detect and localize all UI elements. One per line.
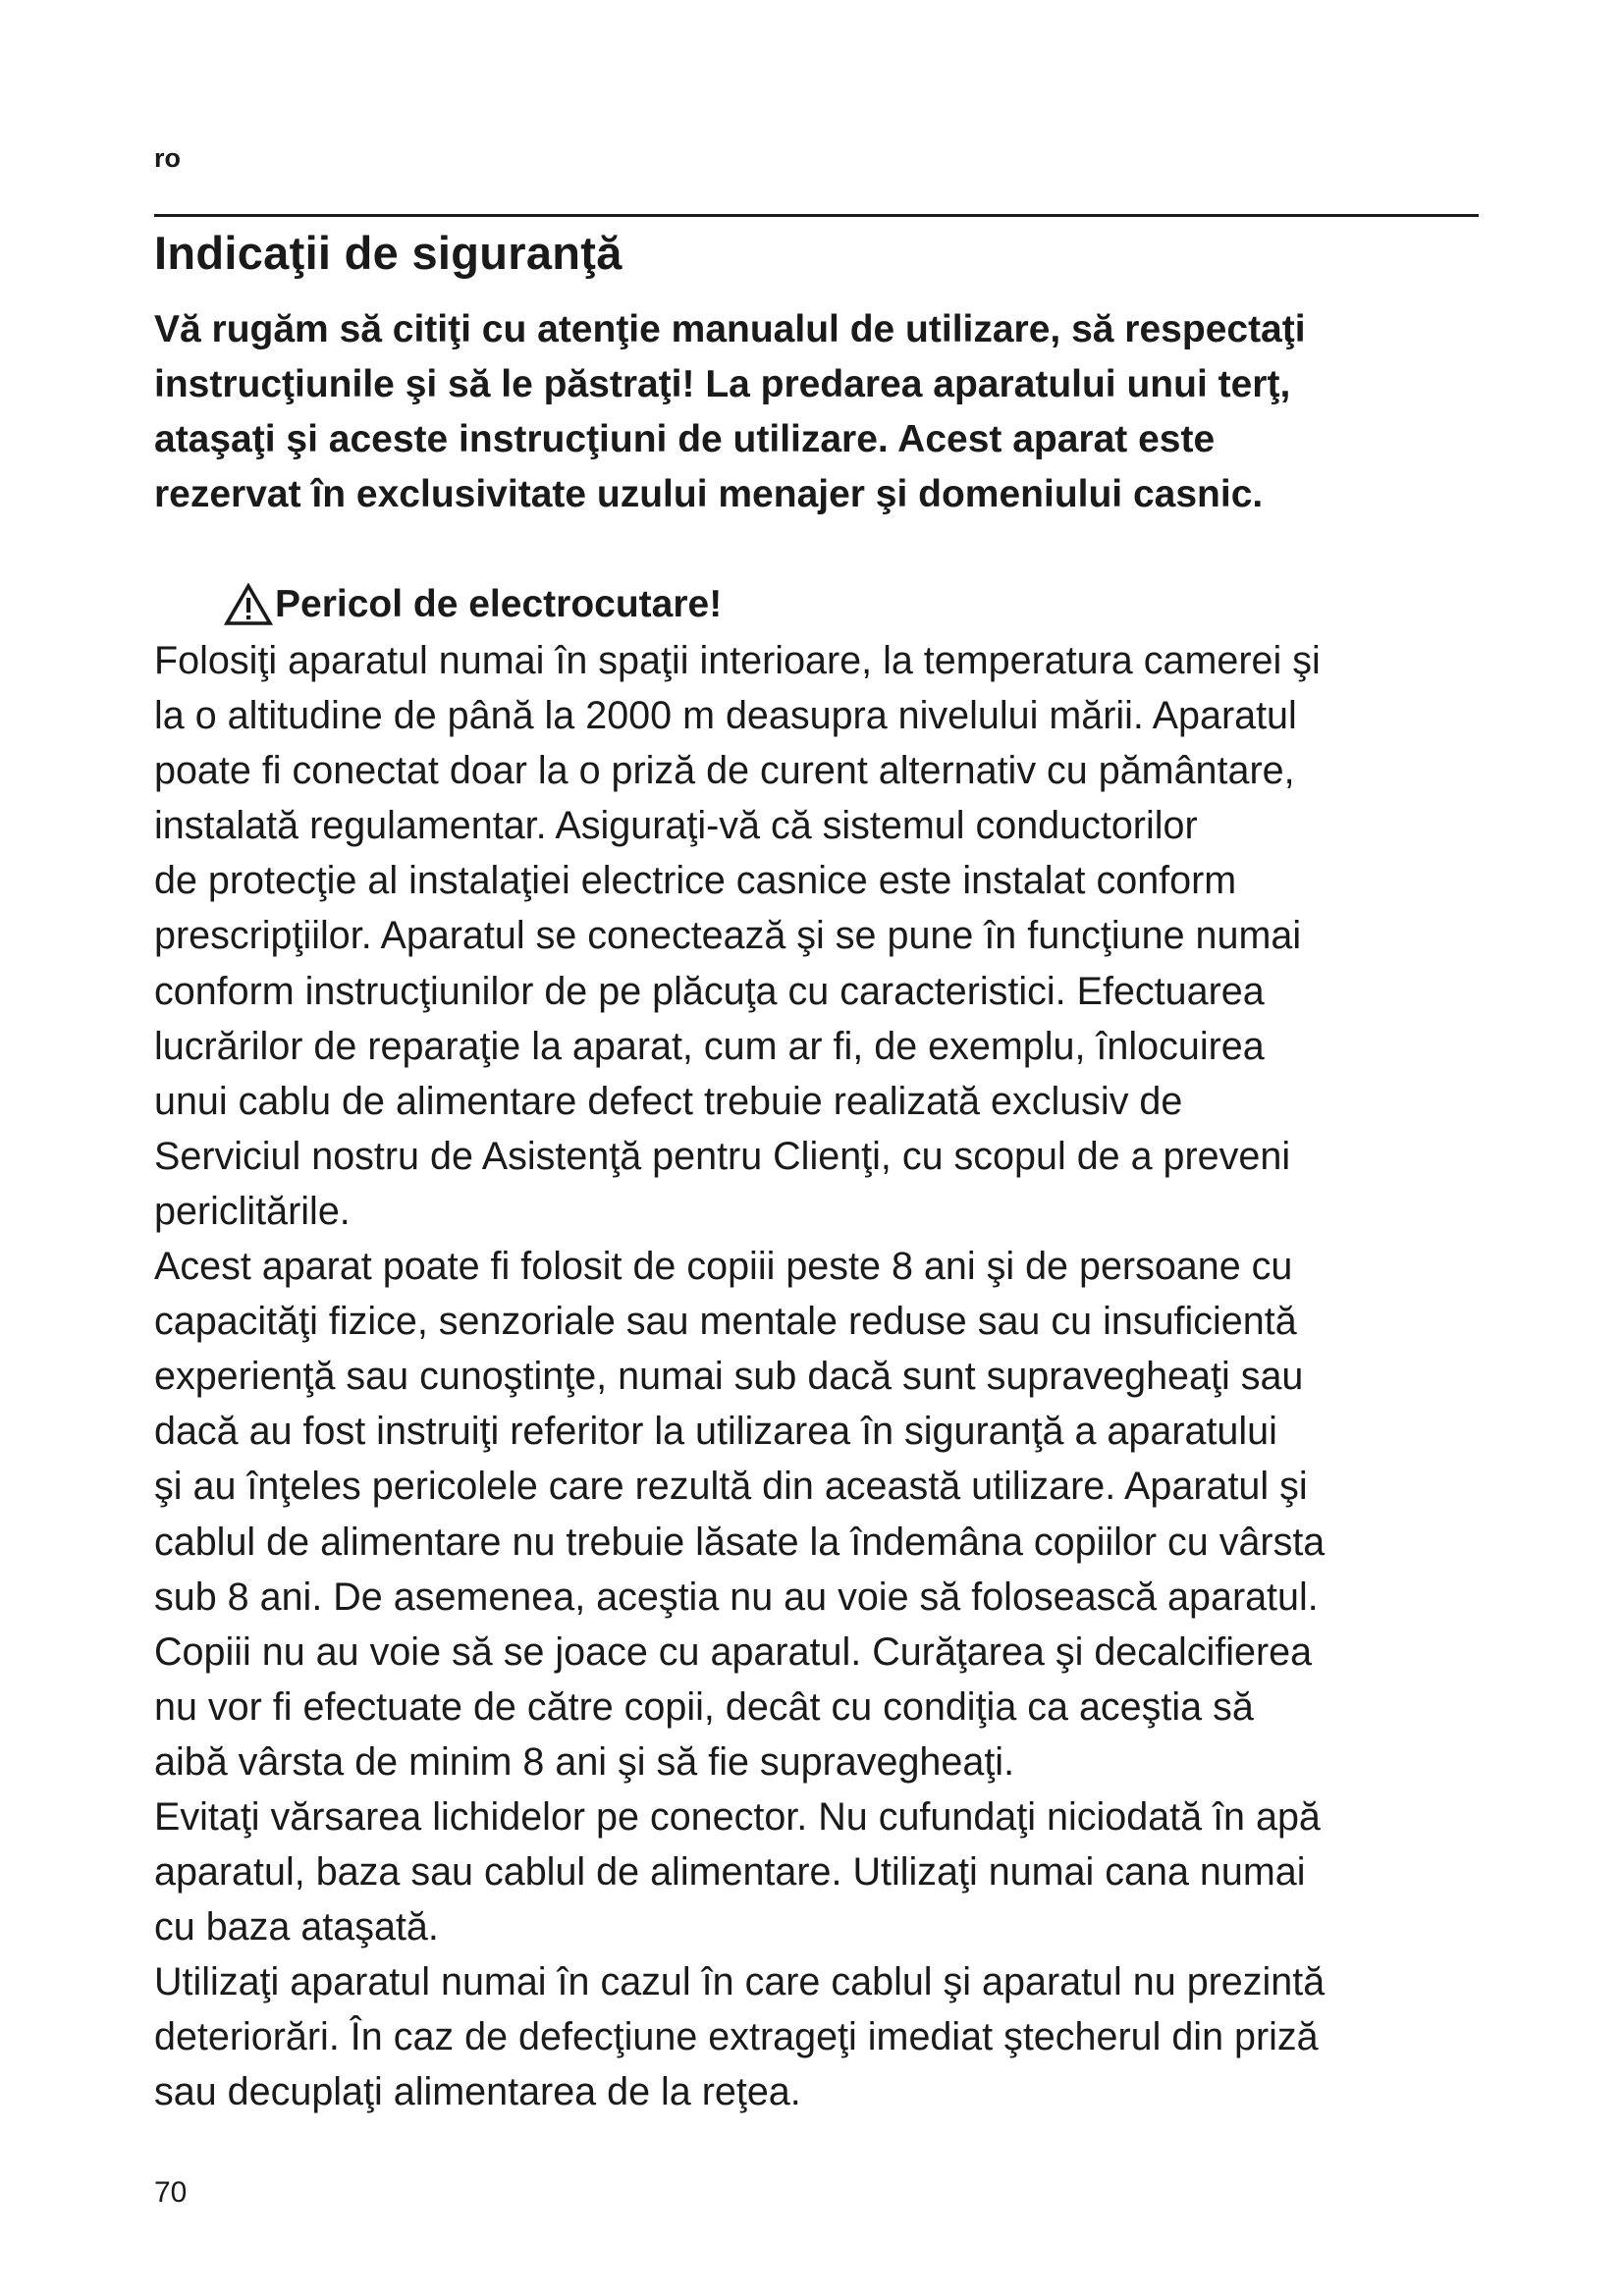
section-title: Indicaţii de siguranţă — [154, 227, 623, 279]
body-line: de protecţie al instalaţiei electrice casnice este instalat conform — [154, 859, 1237, 903]
body-line: cu baza ataşată. — [154, 1905, 439, 1949]
safety-body-text — [154, 633, 1499, 2120]
warning-triangle-icon — [224, 583, 273, 626]
body-line: Utilizaţi aparatul numai în cazul în care cablul şi aparatul nu prezintă — [154, 1960, 1326, 2004]
body-line: şi au înţeles pericolele care rezultă din această utilizare. Aparatul şi — [154, 1465, 1308, 1509]
body-line: conform instrucţiunilor de pe plăcuţa cu caracteristici. Efectuarea — [154, 969, 1265, 1013]
body-line: nu vor fi efectuate de către copii, decât cu condiţia ca aceştia să — [154, 1684, 1254, 1729]
header-divider — [154, 214, 1479, 217]
intro-paragraph — [154, 302, 1489, 522]
intro-line: ataşaţi şi aceste instrucţiuni de utilizare. Acest aparat este — [154, 418, 1216, 460]
body-line: periclitările. — [154, 1189, 351, 1233]
body-line: prescripţiilor. Aparatul se conectează şi se pune în funcţiune numai — [154, 914, 1302, 958]
warning-heading-text: Pericol de electrocutare! — [275, 583, 723, 625]
body-line: aibă vârsta de minim 8 ani şi să fie supravegheaţi. — [154, 1739, 1015, 1784]
body-line: poate fi conectat doar la o priză de curent alternativ cu pământare, — [154, 749, 1295, 793]
body-line: aparatul, baza sau cablul de alimentare. Utilizaţi numai cana numai — [154, 1850, 1306, 1895]
body-line: la o altitudine de până la 2000 m deasupra nivelului mării. Aparatul — [154, 694, 1297, 738]
body-line: lucrărilor de reparaţie la aparat, cum ar fi, de exemplu, înlocuirea — [154, 1024, 1265, 1068]
body-line: sub 8 ani. De asemenea, aceştia nu au voie să folosească aparatul. — [154, 1575, 1319, 1619]
body-line: cablul de alimentare nu trebuie lăsate la îndemâna copiilor cu vârsta — [154, 1520, 1326, 1564]
intro-line: Vă rugăm să citiţi cu atenţie manualul de utilizare, să respectaţi — [154, 308, 1306, 350]
body-line: Serviciul nostru de Asistenţă pentru Clienţi, cu scopul de a preveni — [154, 1134, 1291, 1178]
body-line: Folosiţi aparatul numai în spaţii interioare, la temperatura camerei şi — [154, 639, 1321, 682]
warning-heading — [224, 579, 722, 630]
intro-line: rezervat în exclusivitate uzului menajer şi domeniului casnic. — [154, 473, 1264, 515]
body-line: Copiii nu au voie să se joace cu aparatul. Curăţarea şi decalcifierea — [154, 1629, 1313, 1674]
body-line: experienţă sau cunoştinţe, numai sub dacă sunt supravegheaţi sau — [154, 1355, 1304, 1399]
body-line: instalată regulamentar. Asiguraţi-vă că sistemul conductorilor — [154, 804, 1198, 848]
body-line: Evitaţi vărsarea lichidelor pe conector. Nu cufundaţi niciodată în apă — [154, 1794, 1321, 1839]
body-line: sau decuplaţi alimentarea de la reţea. — [154, 2070, 801, 2114]
body-line: dacă au fost instruiţi referitor la utilizarea în siguranţă a aparatului — [154, 1410, 1277, 1454]
body-line: deteriorări. În caz de defecţiune extrageţi imediat ştecherul din priză — [154, 2015, 1319, 2059]
body-line: unui cablu de alimentare defect trebuie realizată exclusiv de — [154, 1079, 1183, 1123]
intro-line: instrucţiunile şi să le păstraţi! La predarea aparatului unui terţ, — [154, 363, 1291, 405]
body-line: capacităţi fizice, senzoriale sau mentale reduse sau cu insuficientă — [154, 1300, 1297, 1344]
page-number: 70 — [154, 2176, 188, 2209]
language-tag: ro — [154, 143, 181, 173]
body-line: Acest aparat poate fi folosit de copiii peste 8 ani şi de persoane cu — [154, 1245, 1293, 1289]
